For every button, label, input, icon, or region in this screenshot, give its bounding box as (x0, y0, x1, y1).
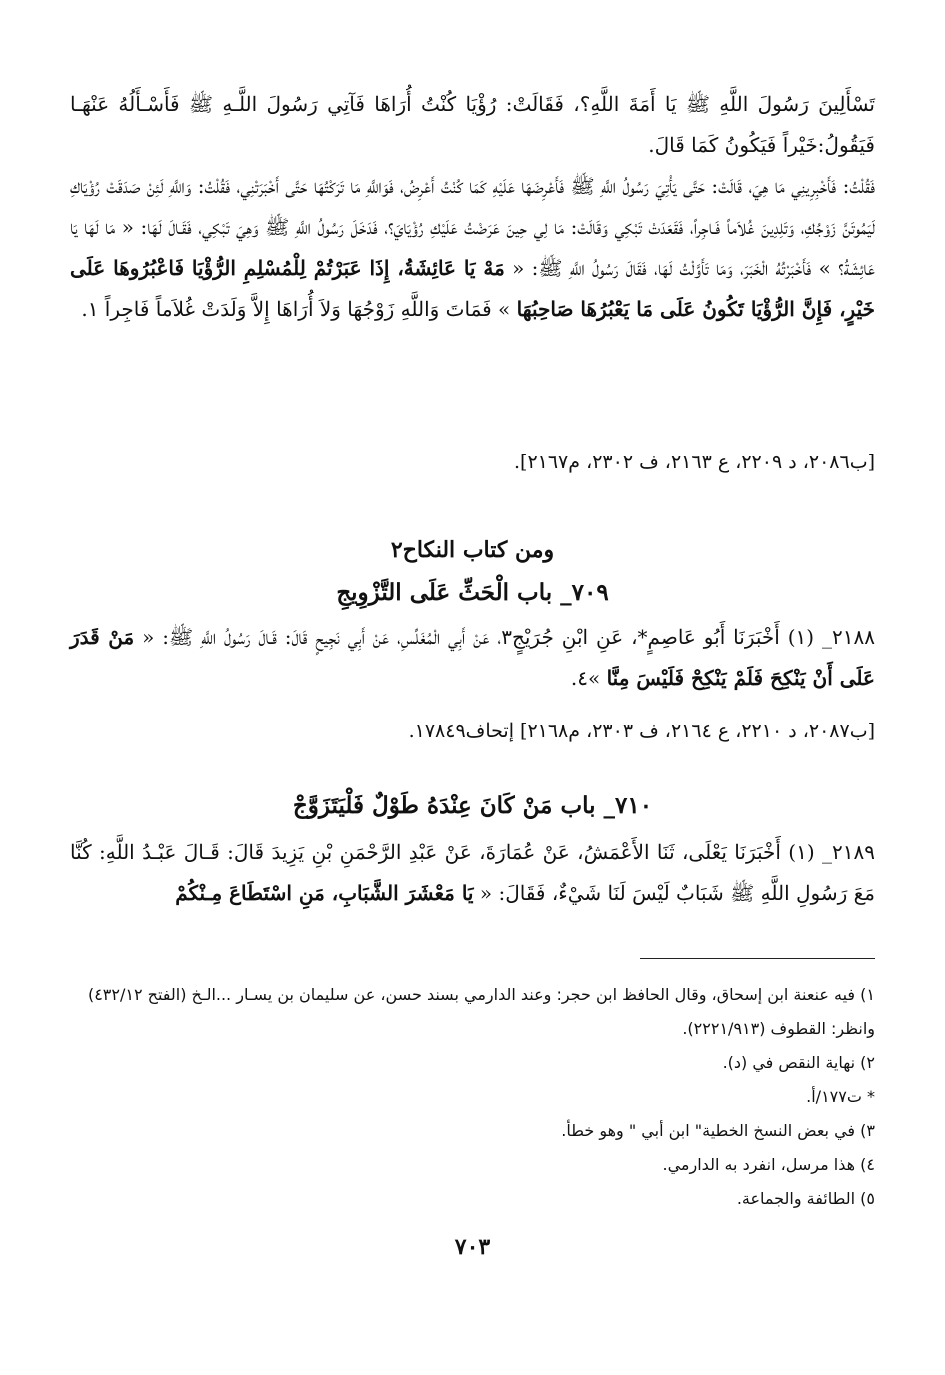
hadith-2188-isnad: ٢١٨٨_ (١) أَخْبَرَنَا أَبُو عَاصِمٍ*، عَنِ ابْنِ جُرَيْجٍ٣، عَنْ أَبِي الْمُغَلِّسِ، عَنْ أَبِي نَجِيحٍ قَالَ: قَـالَ رَسُولُ اللَّهِ ﷺ: « (134, 625, 875, 649)
footnote-2: ٢) نهاية النقص في (د). (722, 1053, 875, 1072)
hadith-2189 (70, 832, 875, 914)
footnote-star: * ت١٧٧/أ. (806, 1087, 875, 1106)
footnotes (70, 978, 875, 1216)
footnote-5: ٥) الطائفة والجماعة. (736, 1189, 875, 1208)
hadith-2189-matn: يَا مَعْشَرَ الشَّبَابِ، مَنِ اسْتَطَاعَ مِـنْكُمْ (175, 881, 474, 905)
footnote-4: ٤) هذا مرسل، انفرد به الدارمي. (662, 1155, 875, 1174)
footnote-3: ٣) في بعض النسخ الخطية" ابن أبي " وهو خطأ. (561, 1121, 875, 1140)
paragraph-1: تَسْأَلِينَ رَسُولَ اللَّهِ ﷺ يَا أَمَةَ اللَّهِ؟، فَقَالَتْ: رُؤْيَا كُنْتُ أُرَاهَا فَآتِي رَسُولَ اللَّـهِ ﷺ فَأَسْـأَلُهُ عَنْهَـا فَيَقُولُ:خَيْراً فَيَكُونُ كَمَا قَالَ. (70, 92, 875, 157)
book-heading: ومن كتاب النكاح٢ (390, 537, 555, 563)
chapter-709-title: ٧٠٩_ باب الْحَثِّ عَلَى التَّزْوِيجِ (336, 579, 609, 606)
paragraph-2-text: فَقُلْتُ: فَأَخْبِرِينِي مَا هِيَ، قَالَتْ: حَتَّى يَأْتِيَ رَسُولُ اللَّهِ ﷺ فَأَعْرِضَهَا عَلَيْهِ كَمَا كُنْتُ أَعْرِضُ، فَوَاللَّهِ مَا تَرَكْتُهَا حَتَّى أَخْبَرَتْنِي، فَقُلْتُ: وَاللَّهِ لَئِنْ صَدَقَتْ رُؤْيَاكِ لَيَمُوتَنَّ زَوْجُكِ، وَتَلِدِينَ غُلاَماً فَـاجِراً، فَقَعَدَتْ تَبْكِي وَقَالَتْ: مَا لِي حِينَ عَرَضْتُ عَلَيْكِ رُؤْيَايَ؟، فَدَخَلَ رَسُولُ اللَّهِ ﷺ وَهِيَ تَبْكِي، فَقَـالَ لَهَا: « مَا لَهَا يَا عَائِشَةُ؟ » فَأَخْبَرْتُهُ الْخَبَرَ، وَمَا تَأَوَّلْتُ لَهَا، فَقَالَ رَسُولُ اللَّهِ ﷺ: « (70, 174, 875, 280)
hadith-2188 (70, 617, 875, 699)
hadith-2188-matn: مَنْ قَدَرَ عَلَى أَنْ يَنْكِحَ فَلَمْ يَنْكِحْ فَلَيْسَ مِنَّا (70, 625, 875, 690)
footnote-separator (640, 958, 875, 959)
paragraph-continuation (70, 84, 875, 330)
hadith-2188-footnote-mark: »٤. (570, 666, 607, 690)
paragraph-2-ending: » فَمَاتَ وَاللَّهِ زَوْجُهَا وَلاَ أُرَاهَا إِلاَّ وَلَدَتْ غُلاَماً فَاجِراً ١. (81, 297, 517, 321)
hadith-2189-text (70, 832, 875, 914)
reference-line-2: [ب٢٠٨٧، د ٢٢١٠، ع ٢١٦٤، ف ٢٣٠٣، م٢١٦٨] إتحاف١٧٨٤٩. (408, 720, 875, 742)
prophet-saying-aisha: مَهْ يَا عَائِشَةُ، إِذَا عَبَرْتُمْ لِلْمُسْلِمِ الرُّؤْيَا فَاعْبُرُوهَا عَلَى خَيْرٍ، فَإِنَّ الرُّؤْيَا تَكُونُ عَلَى مَا يَعْبُرُهَا صَاحِبُهَا (70, 256, 875, 321)
reference-line-1: [ب٢٠٨٦، د ٢٢٠٩، ع ٢١٦٣، ف ٢٣٠٢، م٢١٦٧]. (513, 451, 875, 473)
page-number: ٧٠٣ (454, 1234, 491, 1260)
paragraph-2 (70, 166, 875, 330)
chapter-710-title: ٧١٠_ باب مَنْ كَانَ عِنْدَهُ طَوْلٌ فَلْيَتَزَوَّجْ (292, 792, 653, 819)
footnote-1: ١) فيه عنعنة ابن إسحاق، وقال الحافظ ابن حجر: وعند الدارمي بسند حسن، عن سليمان بن يسـار ...الـخ (الفتح ٤٣٢/١٢) وانظر: القطوف (٢٢٢١/٩١٣). (87, 985, 875, 1038)
hadith-2188-text (70, 617, 875, 699)
hadith-2189-isnad: ٢١٨٩_ (١) أَخْبَرَنَا يَعْلَى، ثَنَا الأَعْمَشُ، عَنْ عُمَارَةَ، عَنْ عَبْدِ الرَّحْمَنِ بْنِ يَزِيدَ قَالَ: قَـالَ عَبْـدُ اللَّهِ: كُنَّا مَعَ رَسُولِ اللَّهِ ﷺ شَبَابٌ لَيْسَ لَنَا شَيْءٌ، فَقَالَ: « (70, 840, 875, 905)
